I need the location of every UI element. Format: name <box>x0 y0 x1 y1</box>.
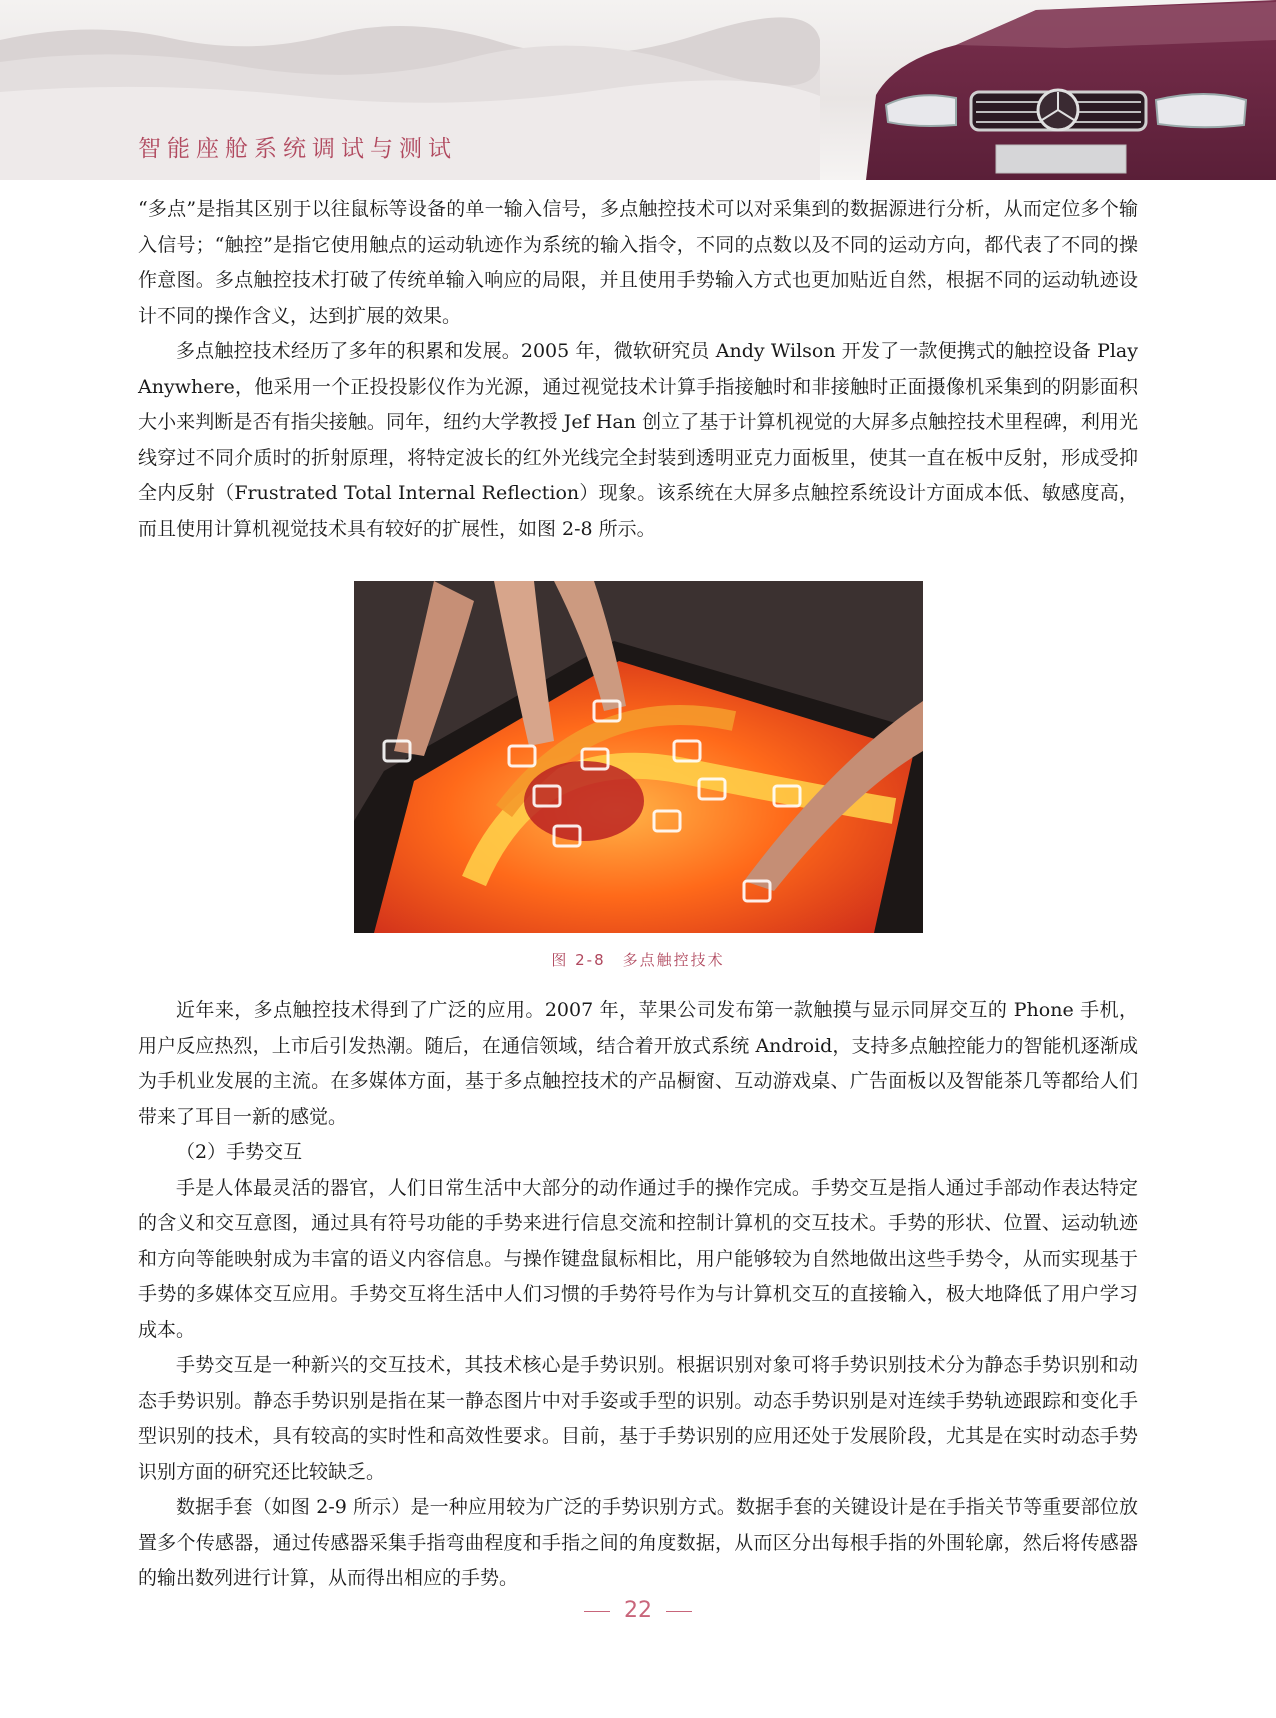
footer-dash-right <box>666 1611 692 1612</box>
paragraph: 多点触控技术经历了多年的积累和发展。2005 年，微软研究员 Andy Wilson 开发了一款便携式的触控设备 Play Anywhere，他采用一个正投投影仪作为光源，通过视觉技术计算手指接触时和非接触时正面摄像机采集到的阴影面积大小来判断是否有指尖接触。同年，纽约大学教授 Jef Han 创立了基于计算机视觉的大屏多点触控技术里程碑，利用光线穿过不同介质时的折射原理，将特定波长的红外光线完全封装到透明亚克力面板里，使其一直在板中反射，形成受抑全内反射（Frustrated Total Internal Reflection）现象。该系统在大屏多点触控系统设计方面成本低、敏感度高，而且使用计算机视觉技术具有较好的扩展性，如图 2-8 所示。 <box>138 340 1138 540</box>
book-title: 智能座舱系统调试与测试 <box>138 136 457 162</box>
multitouch-illustration <box>354 581 923 933</box>
body-text-bottom <box>138 993 1138 1597</box>
footer-dash-left <box>584 1611 610 1612</box>
car-front-image <box>806 0 1276 180</box>
figure-multitouch-photo <box>354 581 923 933</box>
page-number: 22 <box>624 1598 652 1623</box>
figure-caption: 图 2-8 多点触控技术 <box>551 951 725 969</box>
paragraph: 手是人体最灵活的器官，人们日常生活中大部分的动作通过手的操作完成。手势交互是指人通过手部动作表达特定的含义和交互意图，通过具有符号功能的手势来进行信息交流和控制计算机的交互技术。手势的形状、位置、运动轨迹和方向等能映射成为丰富的语义内容信息。与操作键盘鼠标相比，用户能够较为自然地做出这些手势令，从而实现基于手势的多媒体交互应用。手势交互将生活中人们习惯的手势符号作为与计算机交互的直接输入，极大地降低了用户学习成本。 <box>138 1176 1138 1341</box>
section-heading: （2）手势交互 <box>176 1141 303 1163</box>
body-text-top <box>138 192 1138 547</box>
page-footer <box>0 1598 1276 1623</box>
page-header <box>0 0 1276 180</box>
paragraph: “多点”是指其区别于以往鼠标等设备的单一输入信号，多点触控技术可以对采集到的数据源进行分析，从而定位多个输入信号；“触控”是指它使用触点的运动轨迹作为系统的输入指令，不同的点数以及不同的运动方向，都代表了不同的操作意图。多点触控技术打破了传统单输入响应的局限，并且使用手势输入方式也更加贴近自然，根据不同的运动轨迹设计不同的操作含义，达到扩展的效果。 <box>138 198 1138 327</box>
paragraph: 数据手套（如图 2-9 所示）是一种应用较为广泛的手势识别方式。数据手套的关键设计是在手指关节等重要部位放置多个传感器，通过传感器采集手指弯曲程度和手指之间的角度数据，从而区分出每根手指的外围轮廓，然后将传感器的输出数列进行计算，从而得出相应的手势。 <box>138 1496 1138 1589</box>
paragraph: 近年来，多点触控技术得到了广泛的应用。2007 年，苹果公司发布第一款触摸与显示同屏交互的 Phone 手机，用户反应热烈，上市后引发热潮。随后，在通信领域，结合着开放式系统 Android，支持多点触控能力的智能机逐渐成为手机业发展的主流。在多媒体方面，基于多点触控技术的产品橱窗、互动游戏桌、广告面板以及智能茶几等都给人们带来了耳目一新的感觉。 <box>138 999 1138 1128</box>
paragraph: 手势交互是一种新兴的交互技术，其技术核心是手势识别。根据识别对象可将手势识别技术分为静态手势识别和动态手势识别。静态手势识别是指在某一静态图片中对手姿或手型的识别。动态手势识别是对连续手势轨迹跟踪和变化手型识别的技术，具有较高的实时性和高效性要求。目前，基于手势识别的应用还处于发展阶段，尤其是在实时动态手势识别方面的研究还比较缺乏。 <box>138 1354 1138 1483</box>
